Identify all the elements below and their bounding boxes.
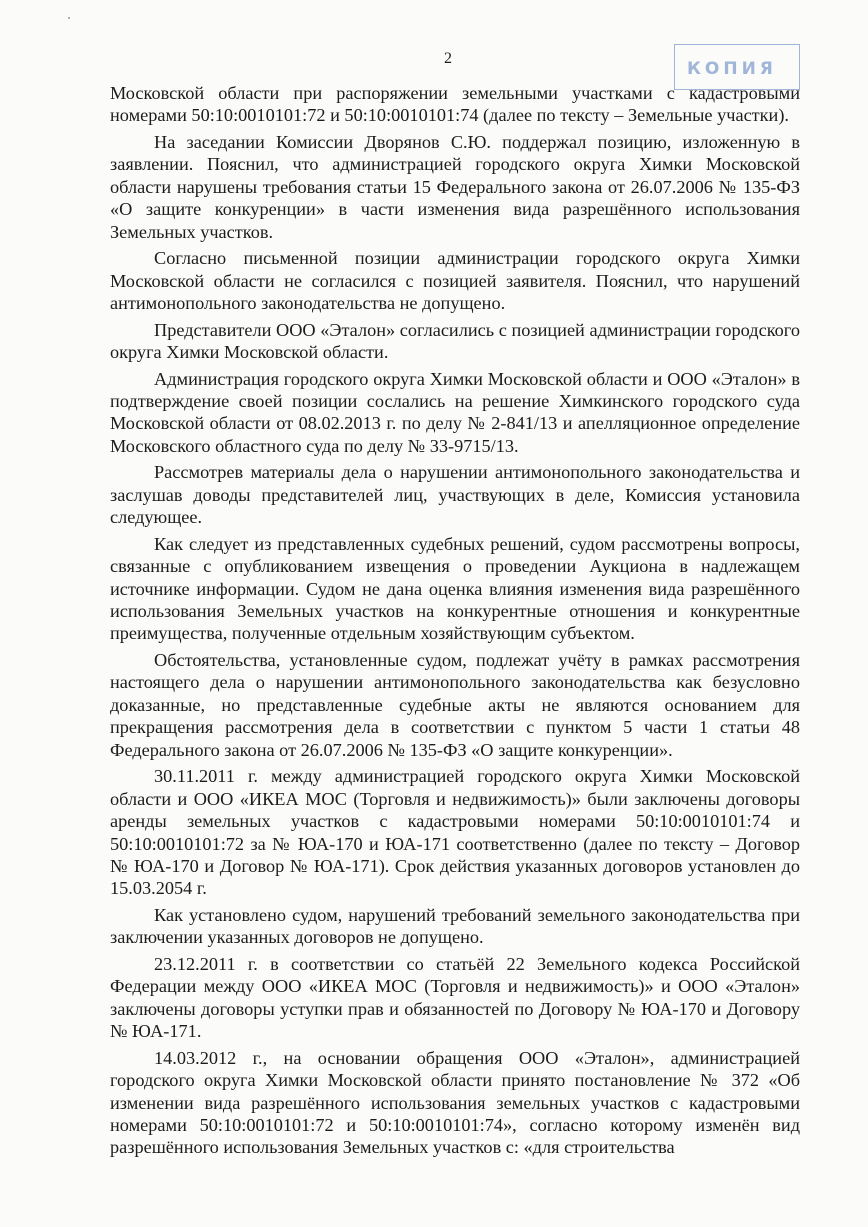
paragraph: Представители ООО «Эталон» согласились с позицией администрации городского округа Химки Московской области. xyxy=(110,319,800,363)
paragraph: Рассмотрев материалы дела о нарушении антимонопольного законодательства и заслушав доводы представителей лиц, участвующих в деле, Комиссия установила следующее. xyxy=(110,462,800,528)
paragraph: Как следует из представленных судебных решений, судом рассмотрены вопросы, связанные с опубликованием извещения о проведении Аукциона в надлежащем источнике информации. Судом не дана оценка влияния изменения вида разрешённого использования Земельных участков на конкурентные отношения и конкурентные преимущества, полученные отдельным хозяйствующим субъектом. xyxy=(110,533,800,644)
paragraph-continuation: Московской области при распоряжении земельными участками с кадастровыми номерами 50:10:0010101:72 и 50:10:0010101:74 (далее по тексту – Земельные участки). xyxy=(110,83,800,126)
document-body xyxy=(110,82,800,1163)
paragraph: 14.03.2012 г., на основании обращения ООО «Эталон», администрацией городского округа Химки Московской области принято постановление № 372 «Об изменении вида разрешённого использования земельных участков с кадастровыми номерами 50:10:0010101:72 и 50:10:0010101:74», согласно которому изменён вид разрешённого использования Земельных участков с: «для строительства xyxy=(110,1047,800,1158)
page-number: 2 xyxy=(444,50,452,67)
paragraph: На заседании Комиссии Дворянов С.Ю. поддержал позицию, изложенную в заявлении. Пояснил, что администрацией городского округа Химки Московской области нарушены требования статьи 15 Федерального закона от 26.07.2006 № 135-ФЗ «О защите конкуренции» в части изменения вида разрешённого использования Земельных участков. xyxy=(110,132,800,242)
copy-stamp-text: КОПИЯ xyxy=(687,59,777,79)
paragraph: 23.12.2011 г. в соответствии со статьёй 22 Земельного кодекса Российской Федерации между ООО «ИКЕА МОС (Торговля и недвижимость)» и ООО «Эталон» заключены договоры уступки прав и обязанностей по Договору № ЮА-170 и Договору № ЮА-171. xyxy=(110,953,800,1042)
scan-speck xyxy=(68,17,70,19)
paragraph: Обстоятельства, установленные судом, подлежат учёту в рамках рассмотрения настоящего дела о нарушении антимонопольного законодательства как безусловно доказанные, но представленные судебные акты не являются основанием для прекращения рассмотрения дела в соответствии с пунктом 5 части 1 статьи 48 Федерального закона от 26.07.2006 № 135-ФЗ «О защите конкуренции». xyxy=(110,650,800,760)
paragraph: Как установлено судом, нарушений требований земельного законодательства при заключении указанных договоров не допущено. xyxy=(110,904,800,948)
paragraph: 30.11.2011 г. между администрацией городского округа Химки Московской области и ООО «ИКЕА МОС (Торговля и недвижимость)» были заключены договоры аренды земельных участков с кадастровыми номерами 50:10:0010101:74 и 50:10:0010101:72 за № ЮА-170 и ЮА-171 соответственно (далее по тексту – Договор № ЮА-170 и Договор № ЮА-171). Срок действия указанных договоров установлен до 15.03.2054 г. xyxy=(110,766,800,899)
paragraph: Администрация городского округа Химки Московской области и ООО «Эталон» в подтверждение своей позиции сослались на решение Химкинского городского суда Московской области от 08.02.2013 г. по делу № 2-841/13 и апелляционное определение Московского областного суда по делу № 33-9715/13. xyxy=(110,368,800,456)
paragraph: Согласно письменной позиции администрации городского округа Химки Московской области не согласился с позицией заявителя. Пояснил, что нарушений антимонопольного законодательства не допущено. xyxy=(110,248,800,314)
